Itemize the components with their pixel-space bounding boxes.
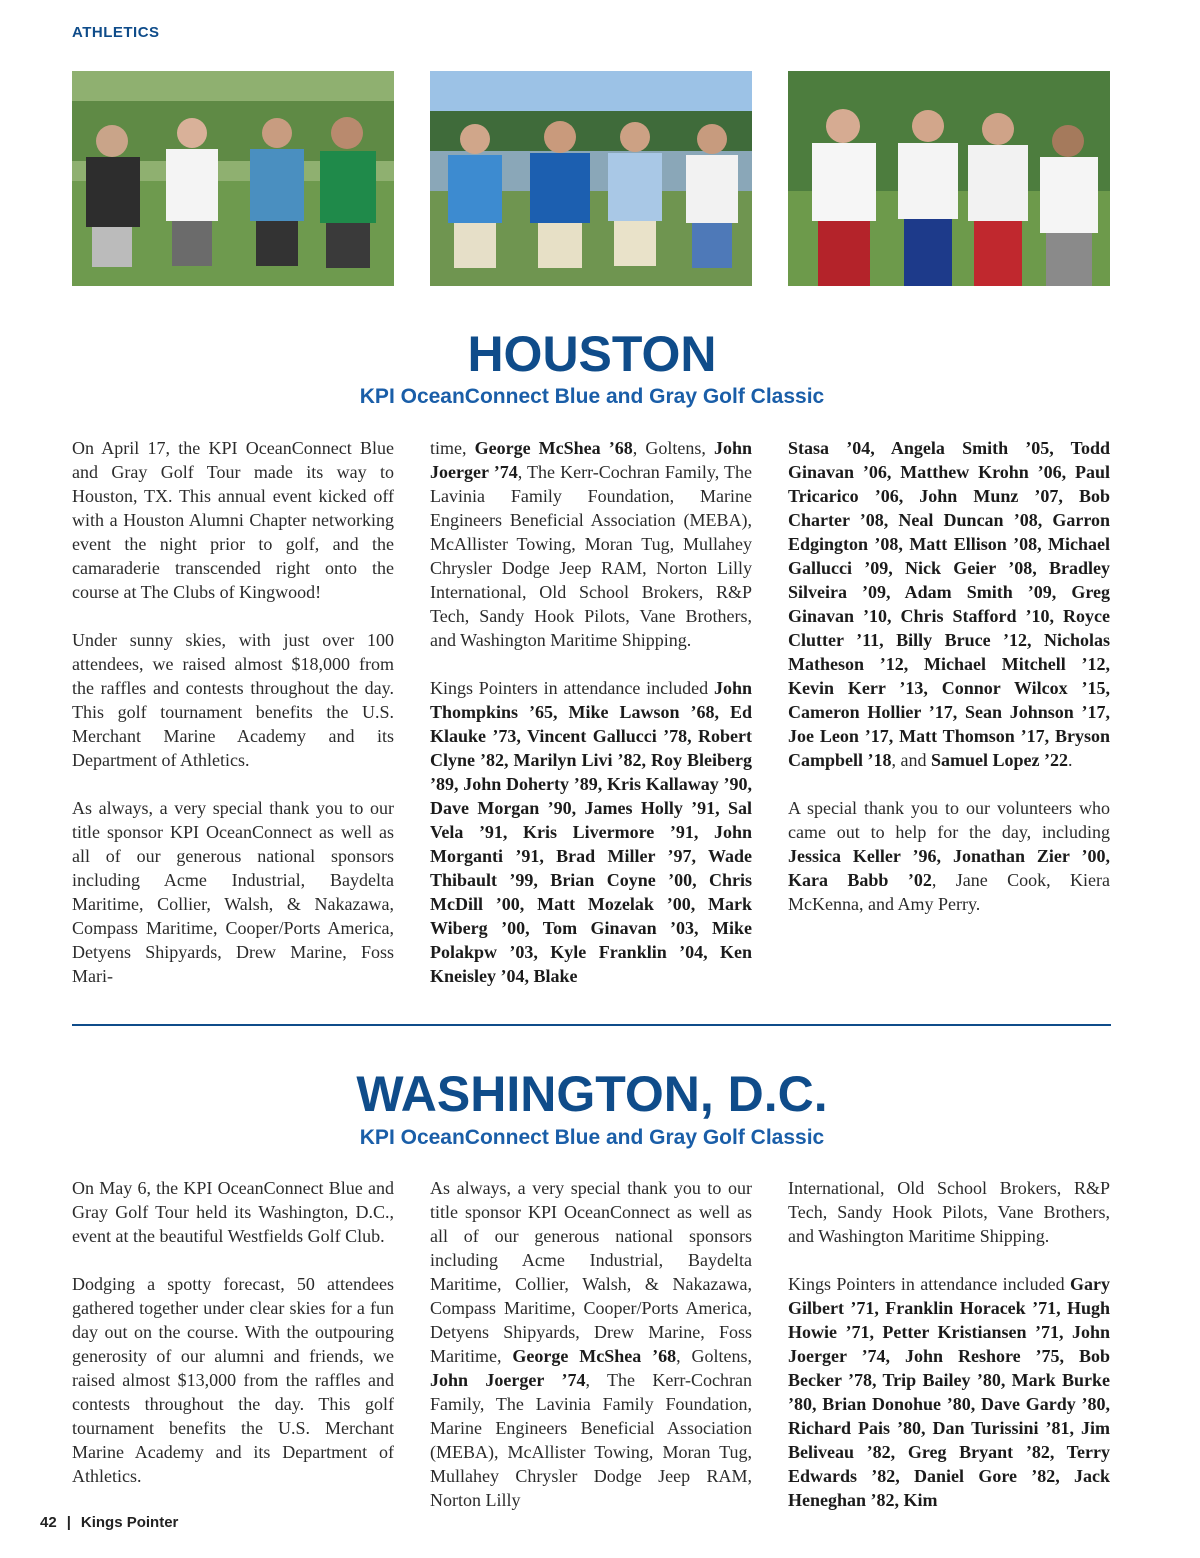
text-run: , Jane Cook, Kiera McKenna, and Amy Perry. [788,870,1110,914]
washington-column-2 [430,1176,752,1536]
washington-paragraph-sponsors-cont: International, Old School Brokers, R&P Tech, Sandy Hook Pilots, Vane Brothers, and Washington Maritime Shipping. [788,1178,1110,1246]
section-divider [72,1024,1111,1026]
washington-column-3 [788,1176,1110,1536]
text-run: , and [891,750,931,770]
page-number: 42 [40,1514,57,1531]
name-bold: John Joerger ’74 [430,1370,586,1390]
houston-paragraph-intro: On April 17, the KPI OceanConnect Blue and Gray Golf Tour made its way to Houston, TX. This annual event kicked off with a Houston Alumni Chapter networking event the night prior to golf, and the camaraderie transcended right onto the course at The Clubs of Kingwood! [72,438,394,602]
houston-paragraph-volunteers [788,796,1110,916]
text-run: time, [430,438,475,458]
volunteer-names: Jessica Keller ’96, Jonathan Zier ’00, Kara Babb ’02 [788,846,1110,890]
text-run: , The Kerr-Cochran Family, The Lavinia Family Foundation, Marine Engineers Beneficial Association (MEBA), McAllister Towing, Moran Tug, Mullahey Chrysler Dodge Jeep RAM, Norton Lilly [430,1370,752,1510]
name-bold: Samuel Lopez ’22 [931,750,1068,770]
text-run: Kings Pointers in attendance included [788,1274,1070,1294]
houston-column-2 [430,436,752,1012]
houston-column-1 [72,436,394,1012]
publication-name: Kings Pointer [80,1514,179,1531]
washington-subtitle: KPI OceanConnect Blue and Gray Golf Classic [359,1126,825,1149]
houston-paragraph-sponsors-cont [430,436,752,652]
washington-title: WASHINGTON, D.C. [356,1066,828,1122]
attendee-names: John Thompkins ’65, Mike Lawson ’68, Ed Klauke ’73, Vincent Gallucci ’78, Robert Clyne ’82, Marilyn Livi ’82, Roy Bleiberg ’89, John Doherty ’89, Kris Kallaway ’90, Dave Morgan ’90, James Holly ’91, Sal Vela ’91, Kris Livermore ’91, John Morganti ’91, Brad Miller ’97, Wade Thibault ’99, Brian Coyne ’00, Chris McDill ’00, Matt Mozelak ’00, Mark Wiberg ’00, Tom Ginavan ’03, Mike Polakpw ’03, Kyle Franklin ’04, Ken Kneisley ’04, Blake [430,678,752,986]
houston-paragraph-results: Under sunny skies, with just over 100 attendees, we raised almost $18,000 from the raffles and contests throughout the day. This golf tournament benefits the U.S. Merchant Marine Academy and its Department of Athletics. [72,630,394,770]
text-run: A special thank you to our volunteers who came out to help for the day, including [788,798,1110,842]
houston-golfers-photo-3 [788,71,1110,286]
text-run: . [1068,750,1073,770]
text-run: Kings Pointers in attendance included [430,678,714,698]
attendee-names: Stasa ’04, Angela Smith ’05, Todd Ginavan ’06, Matthew Krohn ’06, Paul Tricarico ’06, John Munz ’07, Bob Charter ’08, Neal Duncan ’08, Garron Edgington ’08, Matt Ellison ’08, Michael Gallucci ’09, Nick Geier ’08, Bradley Silveira ’09, Adam Smith ’09, Greg Ginavan ’10, Chris Stafford ’10, Royce Clutter ’11, Billy Bruce ’12, Nicholas Matheson ’12, Michael Mitchell ’12, Kevin Kerr ’13, Connor Wilcox ’15, Cameron Hollier ’17, Sean Johnson ’17, Joe Leon ’17, Matt Thomson ’17, Bryson Campbell ’18 [788,438,1110,770]
houston-column-3 [788,436,1110,940]
washington-paragraph-intro: On May 6, the KPI OceanConnect Blue and Gray Golf Tour held its Washington, D.C., event at the beautiful Westfields Golf Club. [72,1178,394,1246]
houston-paragraph-attendees [430,676,752,988]
text-run: As always, a very special thank you to our title sponsor KPI OceanConnect as well as all of our generous national sponsors including Acme Industrial, Baydelta Maritime, Collier, Walsh, & Nakazawa, Compass Maritime, Cooper/Ports America, Detyens Shipyards, Drew Marine, Foss Maritime, [430,1178,752,1366]
name-bold: John Joerger ’74 [430,438,753,482]
houston-paragraph-sponsors: As always, a very special thank you to our title sponsor KPI OceanConnect as well as all of our generous national sponsors including Acme Industrial, Baydelta Maritime, Collier, Walsh, & Nakazawa, Compass Maritime, Cooper/Ports America, Detyens Shipyards, Drew Marine, Foss Mari- [72,798,394,986]
name-bold: George McShea ’68 [512,1346,677,1366]
footer-separator: | [66,1514,71,1531]
washington-paragraph-results: Dodging a spotty forecast, 50 attendees gathered together under clear skies for a fun day out on the course. With the outpouring generosity of our alumni and friends, we raised almost $13,000 from the raffles and contests throughout the day. This golf tournament benefits the U.S. Merchant Marine Academy and its Department of Athletics. [72,1274,394,1486]
page-footer [40,1514,188,1531]
text-run: , Goltens, [632,438,714,458]
washington-paragraph-attendees [788,1272,1110,1512]
name-bold: George McShea ’68 [474,438,633,458]
houston-golfers-photo-1 [72,71,394,286]
washington-column-1 [72,1176,394,1512]
section-label: ATHLETICS [72,24,160,41]
attendee-names: Gary Gilbert ’71, Franklin Horacek ’71, Hugh Howie ’71, Petter Kristiansen ’71, John Joerger ’74, John Reshore ’75, Bob Becker ’78, Trip Bailey ’80, Mark Burke ’80, Brian Donohue ’80, Dave Gardy ’80, Richard Pais ’80, Dan Turissini ’81, Jim Beliveau ’82, Greg Bryant ’82, Terry Edwards ’82, Daniel Gore ’82, Jack Heneghan ’82, Kim [788,1274,1110,1510]
text-run: , The Kerr-Cochran Family, The Lavinia Family Foundation, Marine Engineers Beneficial Association (MEBA), McAllister Towing, Moran Tug, Mullahey Chrysler Dodge Jeep RAM, Norton Lilly International, Old School Brokers, R&P Tech, Sandy Hook Pilots, Vane Brothers, and Washington Maritime Shipping. [430,462,752,650]
houston-paragraph-attendees-cont [788,436,1110,772]
houston-subtitle: KPI OceanConnect Blue and Gray Golf Classic [359,385,825,408]
houston-golfers-photo-2 [430,71,752,286]
washington-paragraph-sponsors [430,1176,752,1512]
text-run: , Goltens, [676,1346,752,1366]
houston-title: HOUSTON [467,326,717,382]
